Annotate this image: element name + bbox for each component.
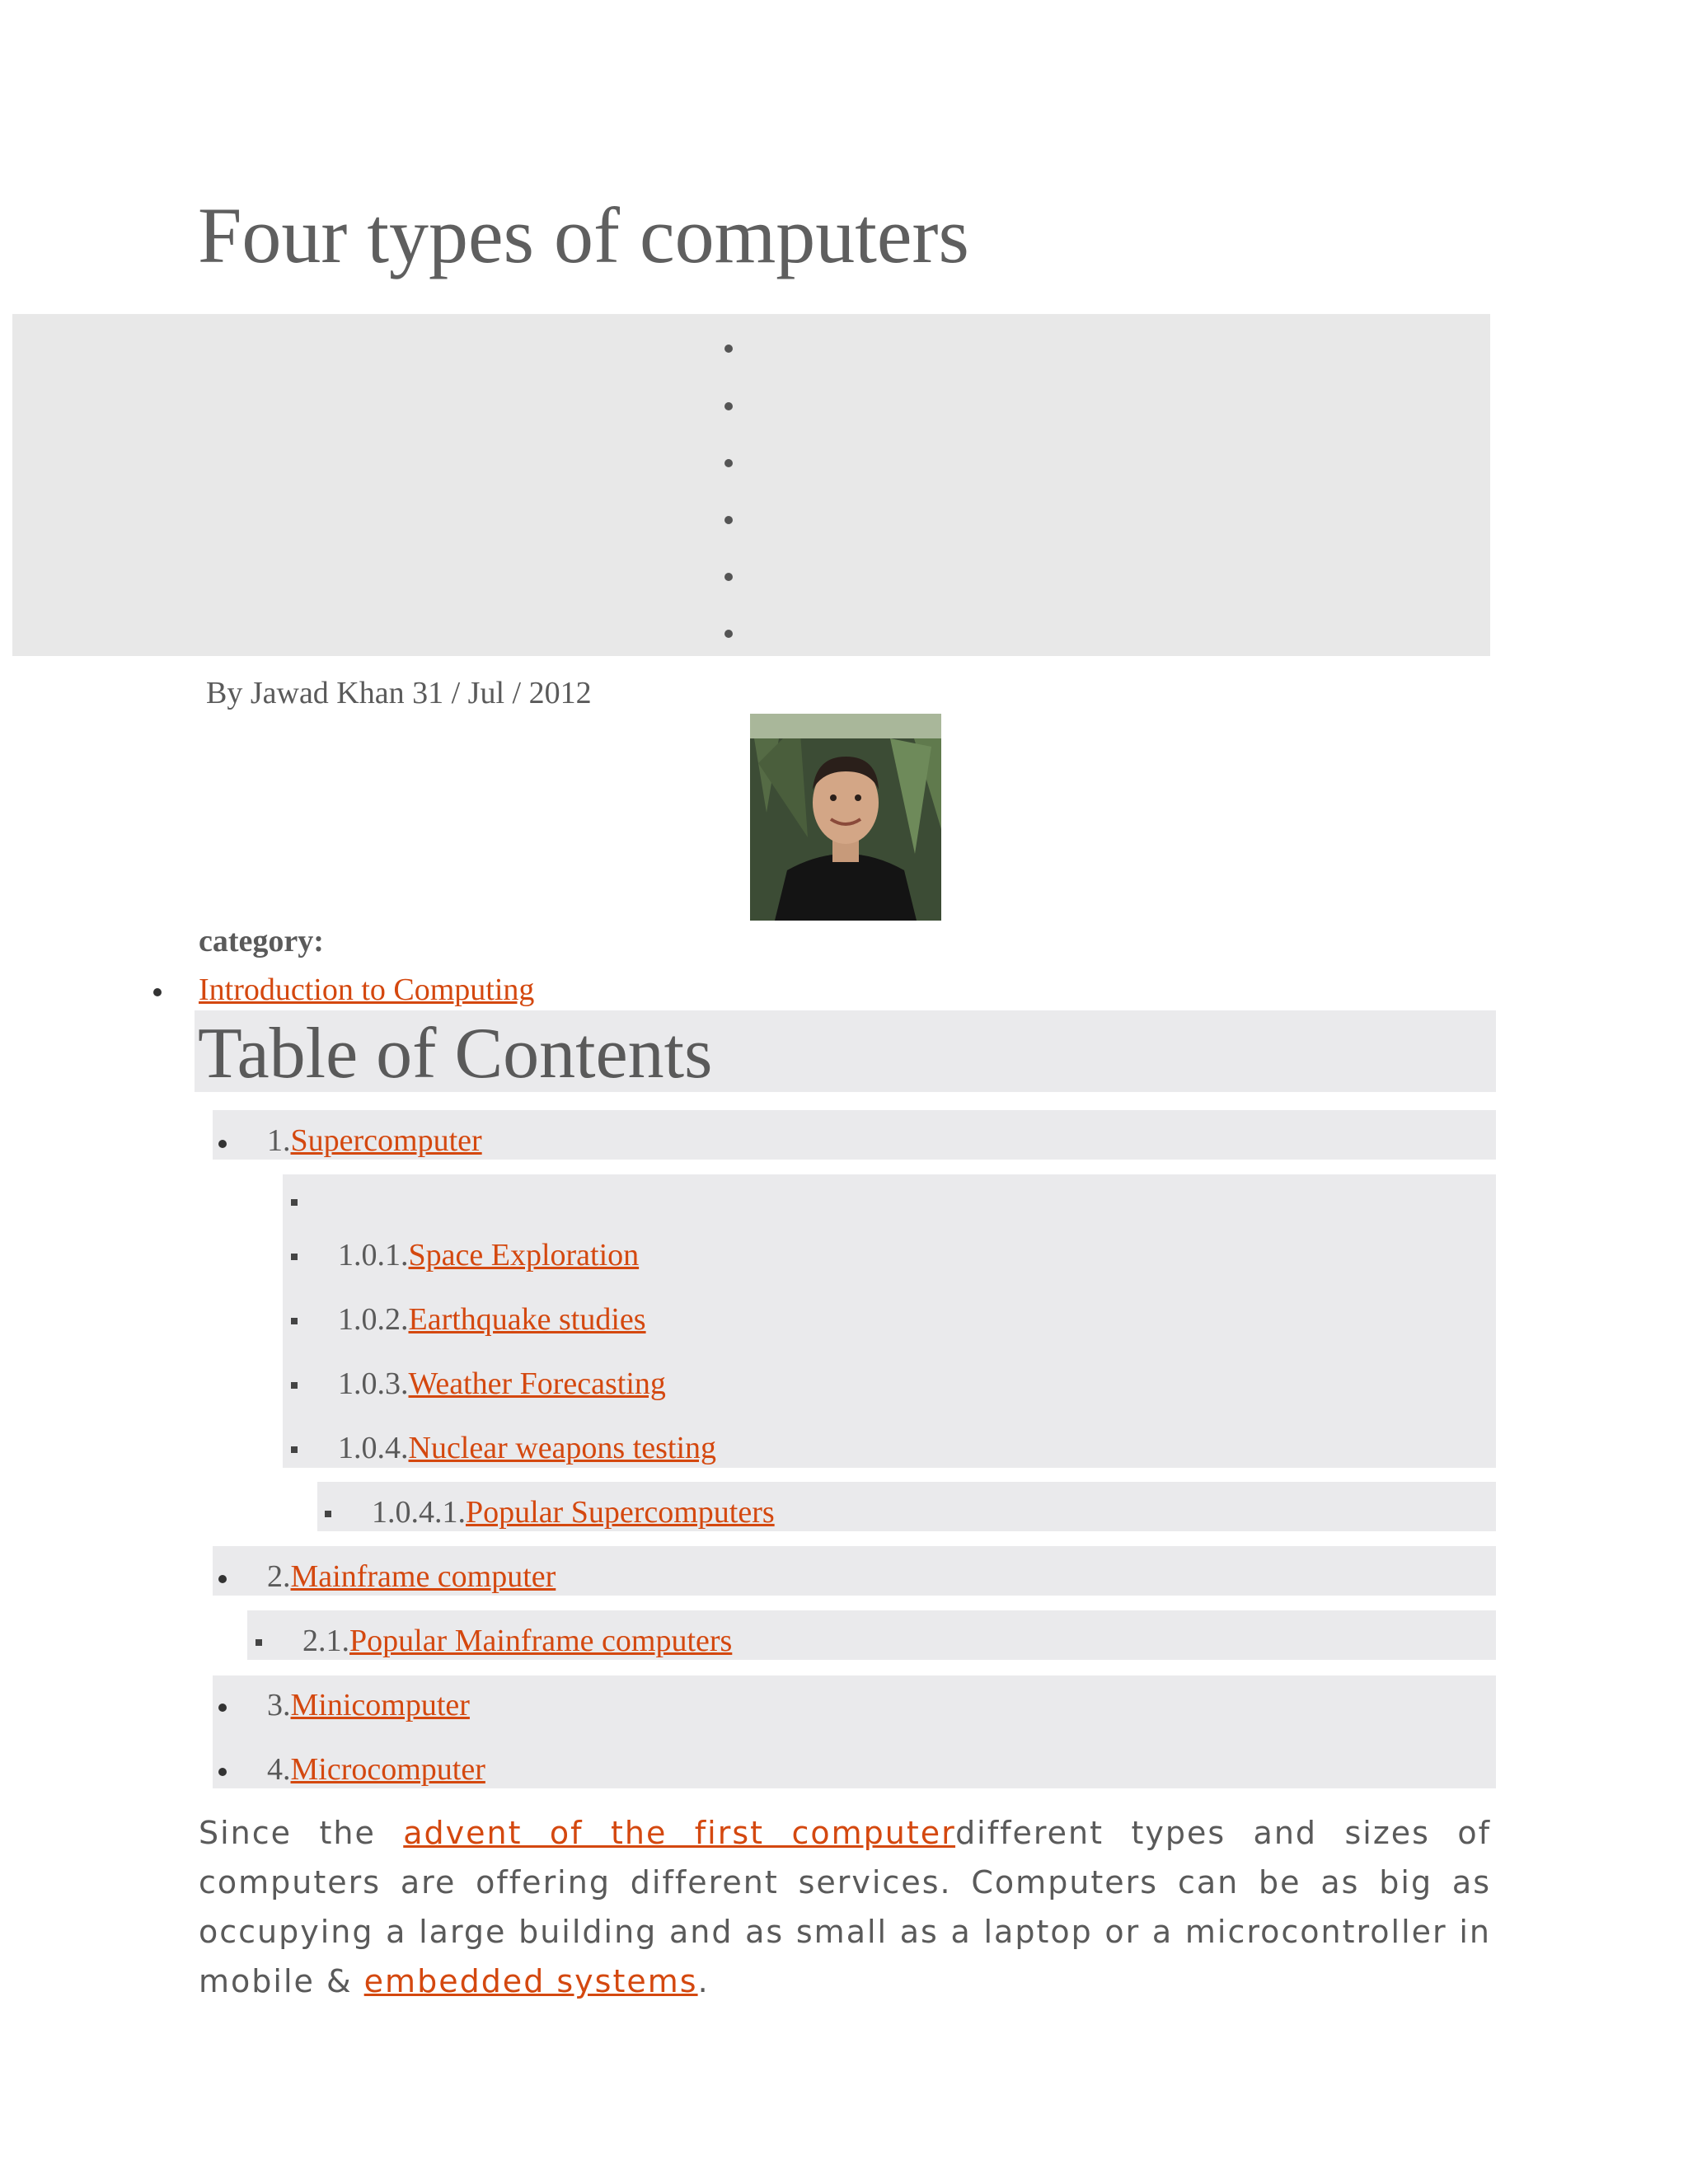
toc-link-microcomputer[interactable]: Microcomputer xyxy=(290,1752,485,1787)
toc-entry xyxy=(267,1686,470,1724)
bullet-icon xyxy=(256,1639,262,1646)
toc-entry-number: 1.0.4.1. xyxy=(372,1495,466,1530)
intro-text: . xyxy=(697,1963,710,1999)
bullet-icon xyxy=(218,1768,227,1776)
byline: By Jawad Khan 31 / Jul / 2012 xyxy=(206,676,592,710)
toc-entry xyxy=(338,1236,639,1274)
author-photo xyxy=(750,714,941,921)
category-label: category: xyxy=(199,924,324,958)
intro-paragraph xyxy=(199,1808,1491,2006)
toc-title: Table of Contents xyxy=(198,1014,713,1094)
category-link[interactable]: Introduction to Computing xyxy=(199,972,535,1007)
toc-link-nuclear-weapons-testing[interactable]: Nuclear weapons testing xyxy=(408,1431,717,1465)
intro-text: different types and sizes of computers are offering different services. Computers can be as big as occupying a large building and as small as a laptop or a microcontroller in mobile & xyxy=(199,1815,1492,1999)
toc-entry-number: 3. xyxy=(267,1688,291,1722)
toc-entry-number: 4. xyxy=(267,1752,291,1787)
intro-text: Since the xyxy=(199,1815,404,1851)
toc-entry xyxy=(372,1493,775,1531)
toc-entry xyxy=(267,1558,556,1596)
bullet-icon xyxy=(218,1704,227,1712)
page-title: Four types of computers xyxy=(198,191,969,279)
share-dot[interactable] xyxy=(724,630,733,638)
toc-entry xyxy=(302,1622,732,1660)
link-advent-first-computer[interactable]: advent of the first computer xyxy=(403,1815,956,1851)
toc-link-supercomputer[interactable]: Supercomputer xyxy=(290,1123,482,1158)
share-dot[interactable] xyxy=(724,344,733,353)
bullet-icon xyxy=(291,1382,298,1389)
toc-link-mainframe-computer[interactable]: Mainframe computer xyxy=(290,1559,556,1594)
toc-link-popular-supercomputers[interactable]: Popular Supercomputers xyxy=(466,1495,775,1530)
toc-entry-number: 1. xyxy=(267,1123,291,1158)
share-bar xyxy=(12,314,1490,656)
toc-entry-number: 2. xyxy=(267,1559,291,1594)
bullet-icon xyxy=(291,1254,298,1260)
bullet-icon xyxy=(325,1511,331,1517)
toc-entry-number: 1.0.3. xyxy=(338,1366,409,1401)
bullet-icon xyxy=(218,1575,227,1583)
share-dot[interactable] xyxy=(724,459,733,467)
author-photo-image xyxy=(750,714,941,921)
share-dot[interactable] xyxy=(724,402,733,410)
toc-link-popular-mainframe-computers[interactable]: Popular Mainframe computers xyxy=(349,1624,733,1658)
toc-link-earthquake-studies[interactable]: Earthquake studies xyxy=(408,1302,646,1337)
toc-entry-number: 1.0.4. xyxy=(338,1431,409,1465)
toc-entry-number: 1.0.2. xyxy=(338,1302,409,1337)
link-embedded-systems[interactable]: embedded systems xyxy=(363,1963,698,1999)
share-dot[interactable] xyxy=(724,516,733,524)
toc-link-minicomputer[interactable]: Minicomputer xyxy=(290,1688,470,1722)
toc-entry xyxy=(338,1429,716,1467)
toc-entry xyxy=(267,1750,485,1788)
toc-entry-number: 1.0.1. xyxy=(338,1238,409,1272)
toc-link-weather-forecasting[interactable]: Weather Forecasting xyxy=(408,1366,666,1401)
toc-entry xyxy=(338,1301,646,1338)
toc-entry xyxy=(338,1365,666,1403)
bullet-icon xyxy=(153,988,162,996)
bullet-icon xyxy=(218,1140,227,1148)
bullet-icon xyxy=(291,1199,298,1206)
share-dot[interactable] xyxy=(724,573,733,581)
bullet-icon xyxy=(291,1318,298,1324)
toc-entry xyxy=(267,1122,482,1160)
toc-link-space-exploration[interactable]: Space Exploration xyxy=(408,1238,640,1272)
bullet-icon xyxy=(291,1446,298,1453)
toc-entry-number: 2.1. xyxy=(302,1624,349,1658)
